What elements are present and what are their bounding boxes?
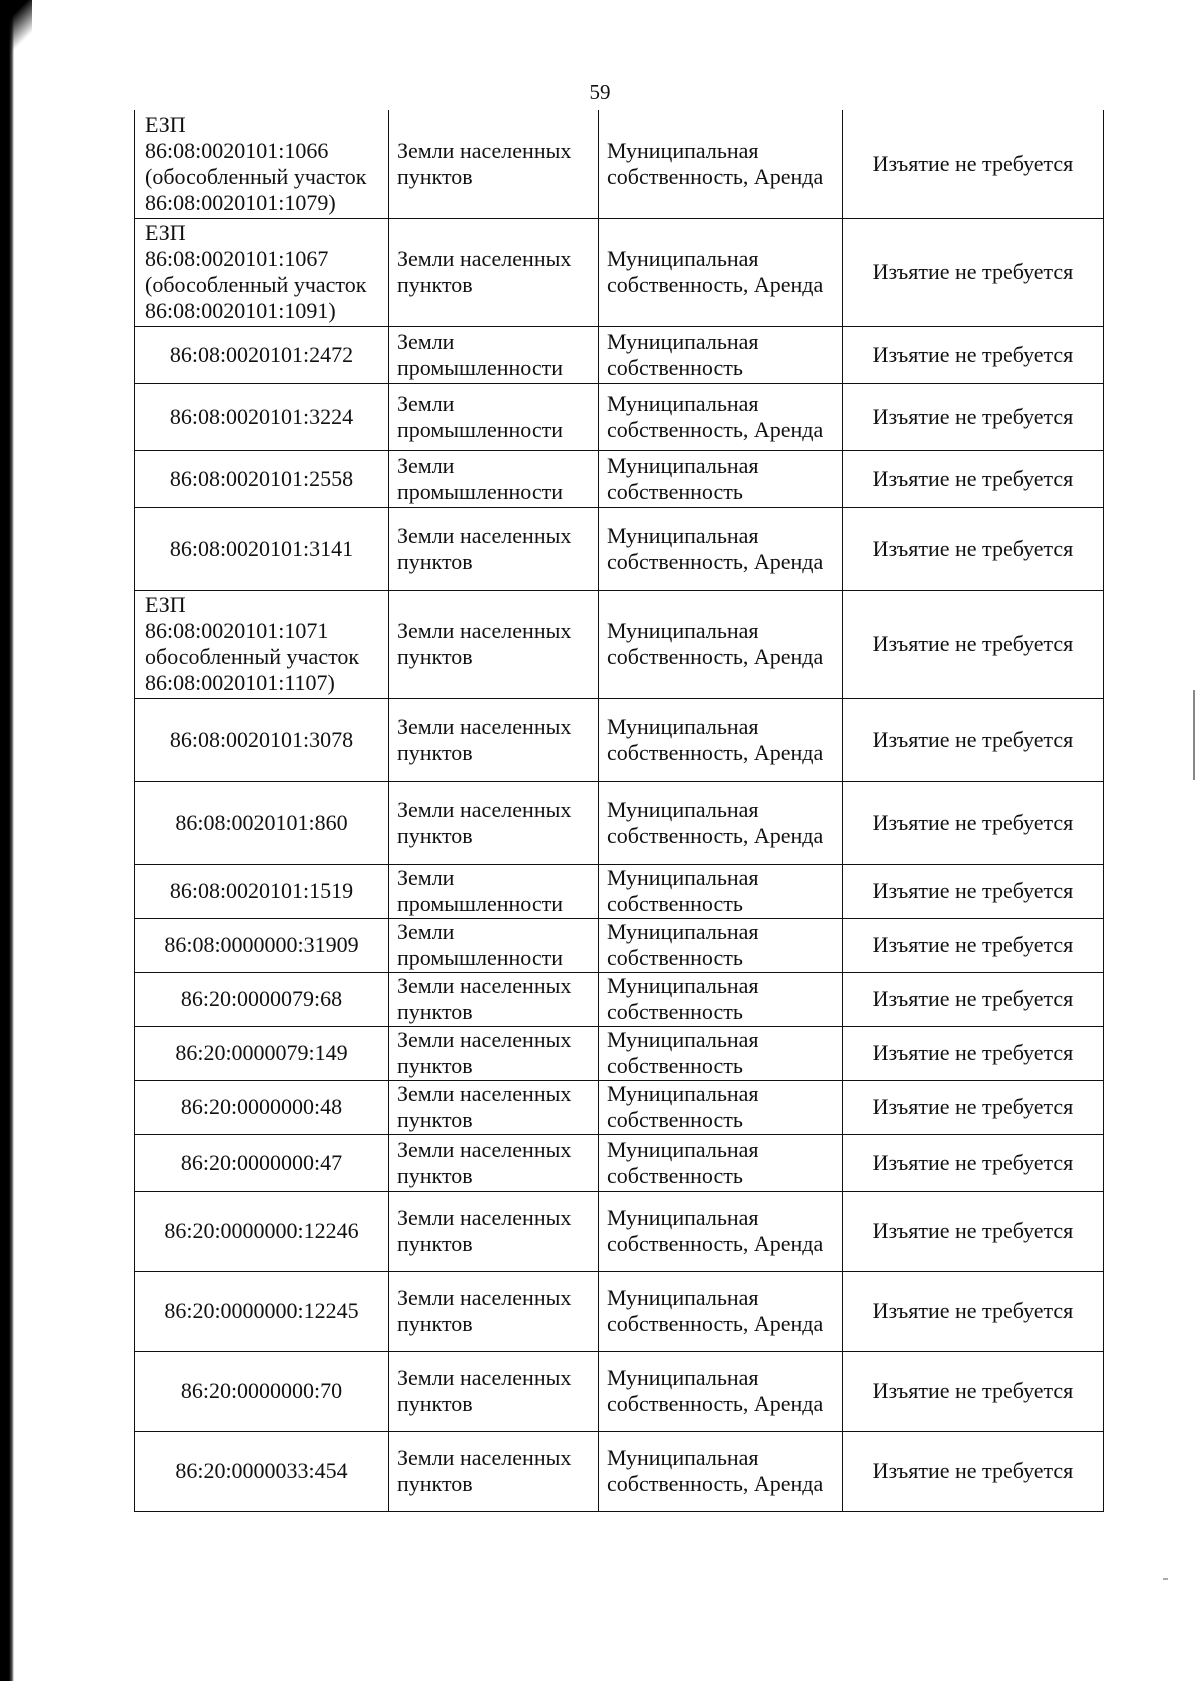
cadastral-number-line: 86:08:0020101:3224	[169, 403, 354, 429]
withdrawal-note-cell: Изъятие не требуется	[843, 507, 1104, 590]
land-parcels-table	[134, 110, 1104, 1512]
withdrawal-note-cell: Изъятие не требуется	[843, 590, 1104, 698]
ownership-cell: Муниципальная собственность, Аренда	[599, 1431, 843, 1511]
cadastral-number-line: 86:20:0000033:454	[175, 1458, 348, 1483]
withdrawal-note-cell: Изъятие не требуется	[843, 1191, 1104, 1271]
cadastral-number-line: ЕЗП	[145, 111, 186, 137]
cadastral-number-cell	[135, 698, 389, 781]
withdrawal-note-cell: Изъятие не требуется	[843, 1026, 1104, 1080]
withdrawal-note-cell: Изъятие не требуется	[843, 218, 1104, 326]
table-row	[135, 918, 1104, 972]
ownership-cell: Муниципальная собственность	[599, 1080, 843, 1134]
withdrawal-note-cell: Изъятие не требуется	[843, 972, 1104, 1026]
cadastral-number-cell	[135, 1431, 389, 1511]
cadastral-number-line: 86:08:0020101:1071	[145, 618, 329, 643]
ownership-cell: Муниципальная собственность, Аренда	[599, 110, 843, 218]
withdrawal-note-cell: Изъятие не требуется	[843, 450, 1104, 507]
cadastral-number-cell	[135, 590, 389, 698]
cadastral-number-cell	[135, 218, 389, 326]
cadastral-number-line: 86:20:0000000:47	[180, 1149, 343, 1175]
cadastral-number-cell	[135, 972, 389, 1026]
table-row	[135, 507, 1104, 590]
withdrawal-note-cell: Изъятие не требуется	[843, 781, 1104, 864]
ownership-cell: Муниципальная собственность, Аренда	[599, 698, 843, 781]
scan-corner-shadow	[0, 0, 32, 60]
withdrawal-note-cell: Изъятие не требуется	[843, 1080, 1104, 1134]
ownership-cell: Муниципальная собственность	[599, 326, 843, 383]
withdrawal-note-cell: Изъятие не требуется	[843, 1431, 1104, 1511]
cadastral-number-line: 86:20:0000079:68	[180, 986, 343, 1011]
table-row	[135, 1271, 1104, 1351]
cadastral-number-line: 86:08:0020101:1079)	[145, 189, 336, 215]
table-row	[135, 972, 1104, 1026]
cadastral-number-line: 86:20:0000000:70	[180, 1378, 343, 1403]
land-category-cell: Земли населенных пунктов	[389, 1431, 599, 1511]
land-category-cell: Земли населенных пунктов	[389, 1134, 599, 1191]
cadastral-number-line: (обособленный участок	[145, 272, 367, 297]
cadastral-number-line: ЕЗП	[145, 592, 186, 617]
ownership-cell: Муниципальная собственность, Аренда	[599, 383, 843, 450]
cadastral-number-cell	[135, 1191, 389, 1271]
withdrawal-note-cell: Изъятие не требуется	[843, 110, 1104, 218]
table-row	[135, 781, 1104, 864]
cadastral-number-cell	[135, 450, 389, 507]
land-category-cell: Земли населенных пунктов	[389, 1271, 599, 1351]
land-category-cell: Земли населенных пунктов	[389, 110, 599, 218]
cadastral-number-line: 86:08:0020101:1107)	[145, 670, 335, 695]
cadastral-number-line: (обособленный участок	[145, 163, 367, 189]
cadastral-number-cell	[135, 1271, 389, 1351]
table-row	[135, 1431, 1104, 1511]
table-row	[135, 110, 1104, 218]
land-category-cell: Земли населенных пунктов	[389, 1351, 599, 1431]
ownership-cell: Муниципальная собственность	[599, 864, 843, 918]
cadastral-number-cell	[135, 1080, 389, 1134]
scan-left-edge	[0, 0, 14, 1681]
cadastral-number-cell	[135, 383, 389, 450]
land-category-cell: Земли населенных пунктов	[389, 507, 599, 590]
ownership-cell: Муниципальная собственность, Аренда	[599, 1271, 843, 1351]
cadastral-number-line: 86:08:0020101:3078	[169, 726, 354, 752]
cadastral-number-line: 86:08:0020101:3141	[169, 535, 354, 561]
withdrawal-note-cell: Изъятие не требуется	[843, 864, 1104, 918]
cadastral-number-line: 86:08:0020101:860	[175, 809, 348, 835]
table-row	[135, 326, 1104, 383]
cadastral-number-line: 86:20:0000000:48	[180, 1094, 343, 1119]
land-category-cell: Земли населенных пунктов	[389, 1026, 599, 1080]
cadastral-number-cell	[135, 1026, 389, 1080]
table-row	[135, 1134, 1104, 1191]
cadastral-number-line: обособленный участок	[145, 644, 360, 669]
cadastral-number-line: 86:08:0020101:1066	[145, 137, 329, 163]
withdrawal-note-cell: Изъятие не требуется	[843, 1351, 1104, 1431]
cadastral-number-line: 86:20:0000079:149	[175, 1040, 348, 1065]
land-category-cell: Земли промышленности	[389, 918, 599, 972]
land-category-cell: Земли населенных пунктов	[389, 698, 599, 781]
land-category-cell: Земли населенных пунктов	[389, 1191, 599, 1271]
ownership-cell: Муниципальная собственность, Аренда	[599, 1191, 843, 1271]
cadastral-number-line: ЕЗП	[145, 220, 186, 245]
scan-speck	[1163, 1578, 1168, 1580]
cadastral-number-cell	[135, 864, 389, 918]
table-row	[135, 698, 1104, 781]
cadastral-number-cell	[135, 326, 389, 383]
ownership-cell: Муниципальная собственность, Аренда	[599, 590, 843, 698]
cadastral-number-cell	[135, 1134, 389, 1191]
cadastral-number-cell	[135, 781, 389, 864]
ownership-cell: Муниципальная собственность, Аренда	[599, 781, 843, 864]
land-category-cell: Земли промышленности	[389, 326, 599, 383]
table-row	[135, 450, 1104, 507]
land-category-cell: Земли промышленности	[389, 383, 599, 450]
ownership-cell: Муниципальная собственность	[599, 972, 843, 1026]
land-category-cell: Земли населенных пунктов	[389, 972, 599, 1026]
land-category-cell: Земли населенных пунктов	[389, 218, 599, 326]
cadastral-number-line: 86:08:0020101:1067	[145, 246, 329, 271]
land-category-cell: Земли населенных пунктов	[389, 590, 599, 698]
scan-right-mark	[1193, 690, 1195, 780]
land-category-cell: Земли промышленности	[389, 864, 599, 918]
ownership-cell: Муниципальная собственность	[599, 1026, 843, 1080]
cadastral-number-cell	[135, 507, 389, 590]
land-category-cell: Земли населенных пунктов	[389, 1080, 599, 1134]
land-category-cell: Земли населенных пунктов	[389, 781, 599, 864]
withdrawal-note-cell: Изъятие не требуется	[843, 918, 1104, 972]
ownership-cell: Муниципальная собственность, Аренда	[599, 218, 843, 326]
table-body	[135, 110, 1104, 1511]
ownership-cell: Муниципальная собственность, Аренда	[599, 1351, 843, 1431]
page-number: 59	[589, 80, 611, 104]
cadastral-number-line: 86:20:0000000:12246	[164, 1218, 359, 1243]
table-row	[135, 1080, 1104, 1134]
land-category-cell: Земли промышленности	[389, 450, 599, 507]
table-row	[135, 590, 1104, 698]
cadastral-number-cell	[135, 110, 389, 218]
ownership-cell: Муниципальная собственность	[599, 918, 843, 972]
cadastral-number-line: 86:08:0020101:1091)	[145, 298, 336, 323]
withdrawal-note-cell: Изъятие не требуется	[843, 383, 1104, 450]
table-row	[135, 864, 1104, 918]
withdrawal-note-cell: Изъятие не требуется	[843, 1134, 1104, 1191]
cadastral-number-line: 86:08:0000000:31909	[164, 932, 359, 957]
table-row	[135, 383, 1104, 450]
table-row	[135, 1351, 1104, 1431]
cadastral-number-line: 86:08:0020101:2558	[169, 465, 354, 491]
withdrawal-note-cell: Изъятие не требуется	[843, 326, 1104, 383]
table-row	[135, 1026, 1104, 1080]
cadastral-number-line: 86:08:0020101:2472	[169, 341, 354, 367]
withdrawal-note-cell: Изъятие не требуется	[843, 698, 1104, 781]
ownership-cell: Муниципальная собственность, Аренда	[599, 507, 843, 590]
cadastral-number-cell	[135, 1351, 389, 1431]
table-row	[135, 1191, 1104, 1271]
ownership-cell: Муниципальная собственность	[599, 1134, 843, 1191]
cadastral-number-line: 86:20:0000000:12245	[164, 1298, 359, 1323]
table-row	[135, 218, 1104, 326]
cadastral-number-cell	[135, 918, 389, 972]
ownership-cell: Муниципальная собственность	[599, 450, 843, 507]
withdrawal-note-cell: Изъятие не требуется	[843, 1271, 1104, 1351]
cadastral-number-line: 86:08:0020101:1519	[169, 878, 354, 903]
